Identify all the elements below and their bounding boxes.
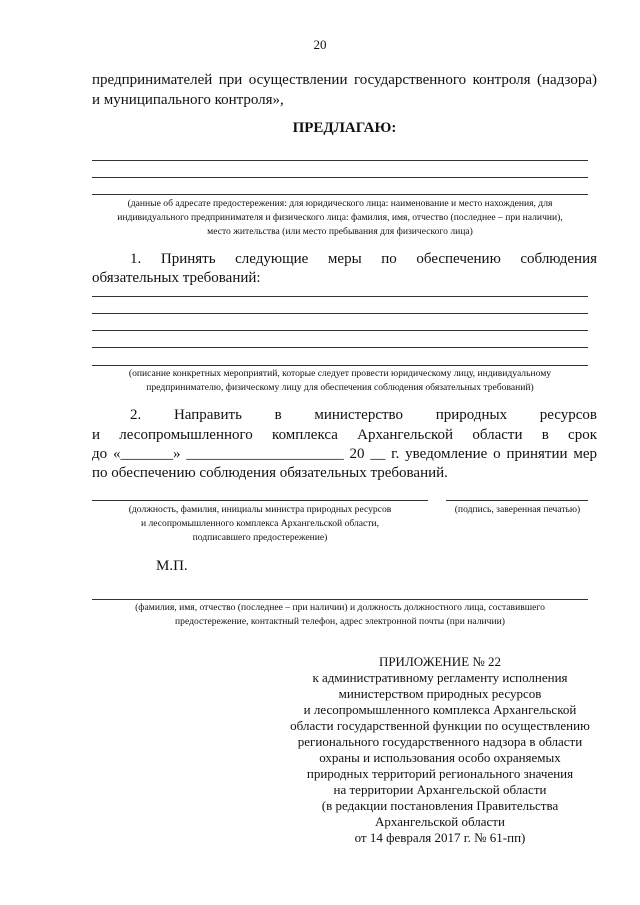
sign-caption: (подпись, заверенная печатью) [454,504,581,515]
item1-line-2: обязательных требований: [92,270,261,286]
blank-line [92,194,588,195]
item2-line-4: по обеспечению соблюдения обязательных требований. [92,465,448,481]
intro-line-1: предпринимателей при осуществлении государственного контроля (надзора) [92,72,597,88]
appendix-line: природных территорий регионального значения [306,766,574,781]
item2-line-3: до «_______» _____________________ 20 __ г. уведомление о принятии мер [92,446,597,462]
addressee-caption-line-1: (данные об адресате предостережения: для юридического лица: наименование и место нахождения, для [127,198,553,209]
appendix-line: регионального государственного надзора в области [297,734,583,749]
appendix-line: (в редакции постановления Правительства [321,798,559,813]
item1-line-1: 1. Принять следующие меры по обеспечению соблюдения [130,251,597,267]
blank-line [92,313,588,314]
blank-line [92,296,588,297]
appendix-block [290,654,590,846]
position-signature-line [92,500,428,501]
sign-line [446,500,588,501]
appendix-line: и лесопромышленного комплекса Архангельской [303,702,577,717]
blank-line [92,347,588,348]
addressee-caption [80,197,600,239]
appendix-line: охраны и использования особо охраняемых [319,750,561,765]
position-caption-line-1: (должность, фамилия, инициалы министра природных ресурсов [128,504,392,515]
appendix-line: Архангельской области [375,814,505,829]
seal-mark: М.П. [156,558,188,574]
appendix-line: министерством природных ресурсов [338,686,542,701]
official-caption-line-2: предостережение, контактный телефон, адрес электронной почты (при наличии) [175,616,505,627]
measures-caption-line-1: (описание конкретных мероприятий, которые следует провести юридическому лицу, индивидуальному [128,368,552,379]
addressee-caption-line-3: место жительства (или место пребывания для физического лица) [207,226,473,237]
item2-line-2: и лесопромышленного комплекса Архангельской области в срок [92,427,597,443]
blank-line [92,177,588,178]
measures-caption-line-2: предпринимателю, физическому лицу для обеспечения соблюдения обязательных требований) [146,382,534,393]
position-caption-line-3: подписавшего предостережение) [192,532,328,543]
blank-line [92,330,588,331]
position-caption [92,503,428,545]
page-number: 20 [313,37,327,52]
blank-line [92,365,588,366]
intro-line-2: и муниципального контроля», [92,92,284,108]
appendix-title: ПРИЛОЖЕНИЕ № 22 [378,654,502,669]
position-caption-line-2: и лесопромышленного комплекса Архангельской области, [140,518,380,529]
appendix-line: от 14 февраля 2017 г. № 61-пп) [354,830,526,845]
official-caption-line-1: (фамилия, имя, отчество (последнее – при наличии) и должность должностного лица, составившего [135,602,545,613]
item2-line-1: 2. Направить в министерство природных ресурсов [130,407,597,423]
measures-caption [80,367,600,395]
addressee-caption-line-2: индивидуального предпринимателя и физического лица: фамилия, имя, отчество (последнее – при наличии), [117,212,563,223]
appendix-line: на территории Архангельской области [333,782,547,797]
official-caption [80,601,600,629]
appendix-line: к административному регламенту исполнения [312,670,568,685]
heading-propose: ПРЕДЛАГАЮ: [292,120,397,136]
blank-line [92,160,588,161]
official-line [92,599,588,600]
appendix-line: области государственной функции по осуществлению [290,718,590,733]
